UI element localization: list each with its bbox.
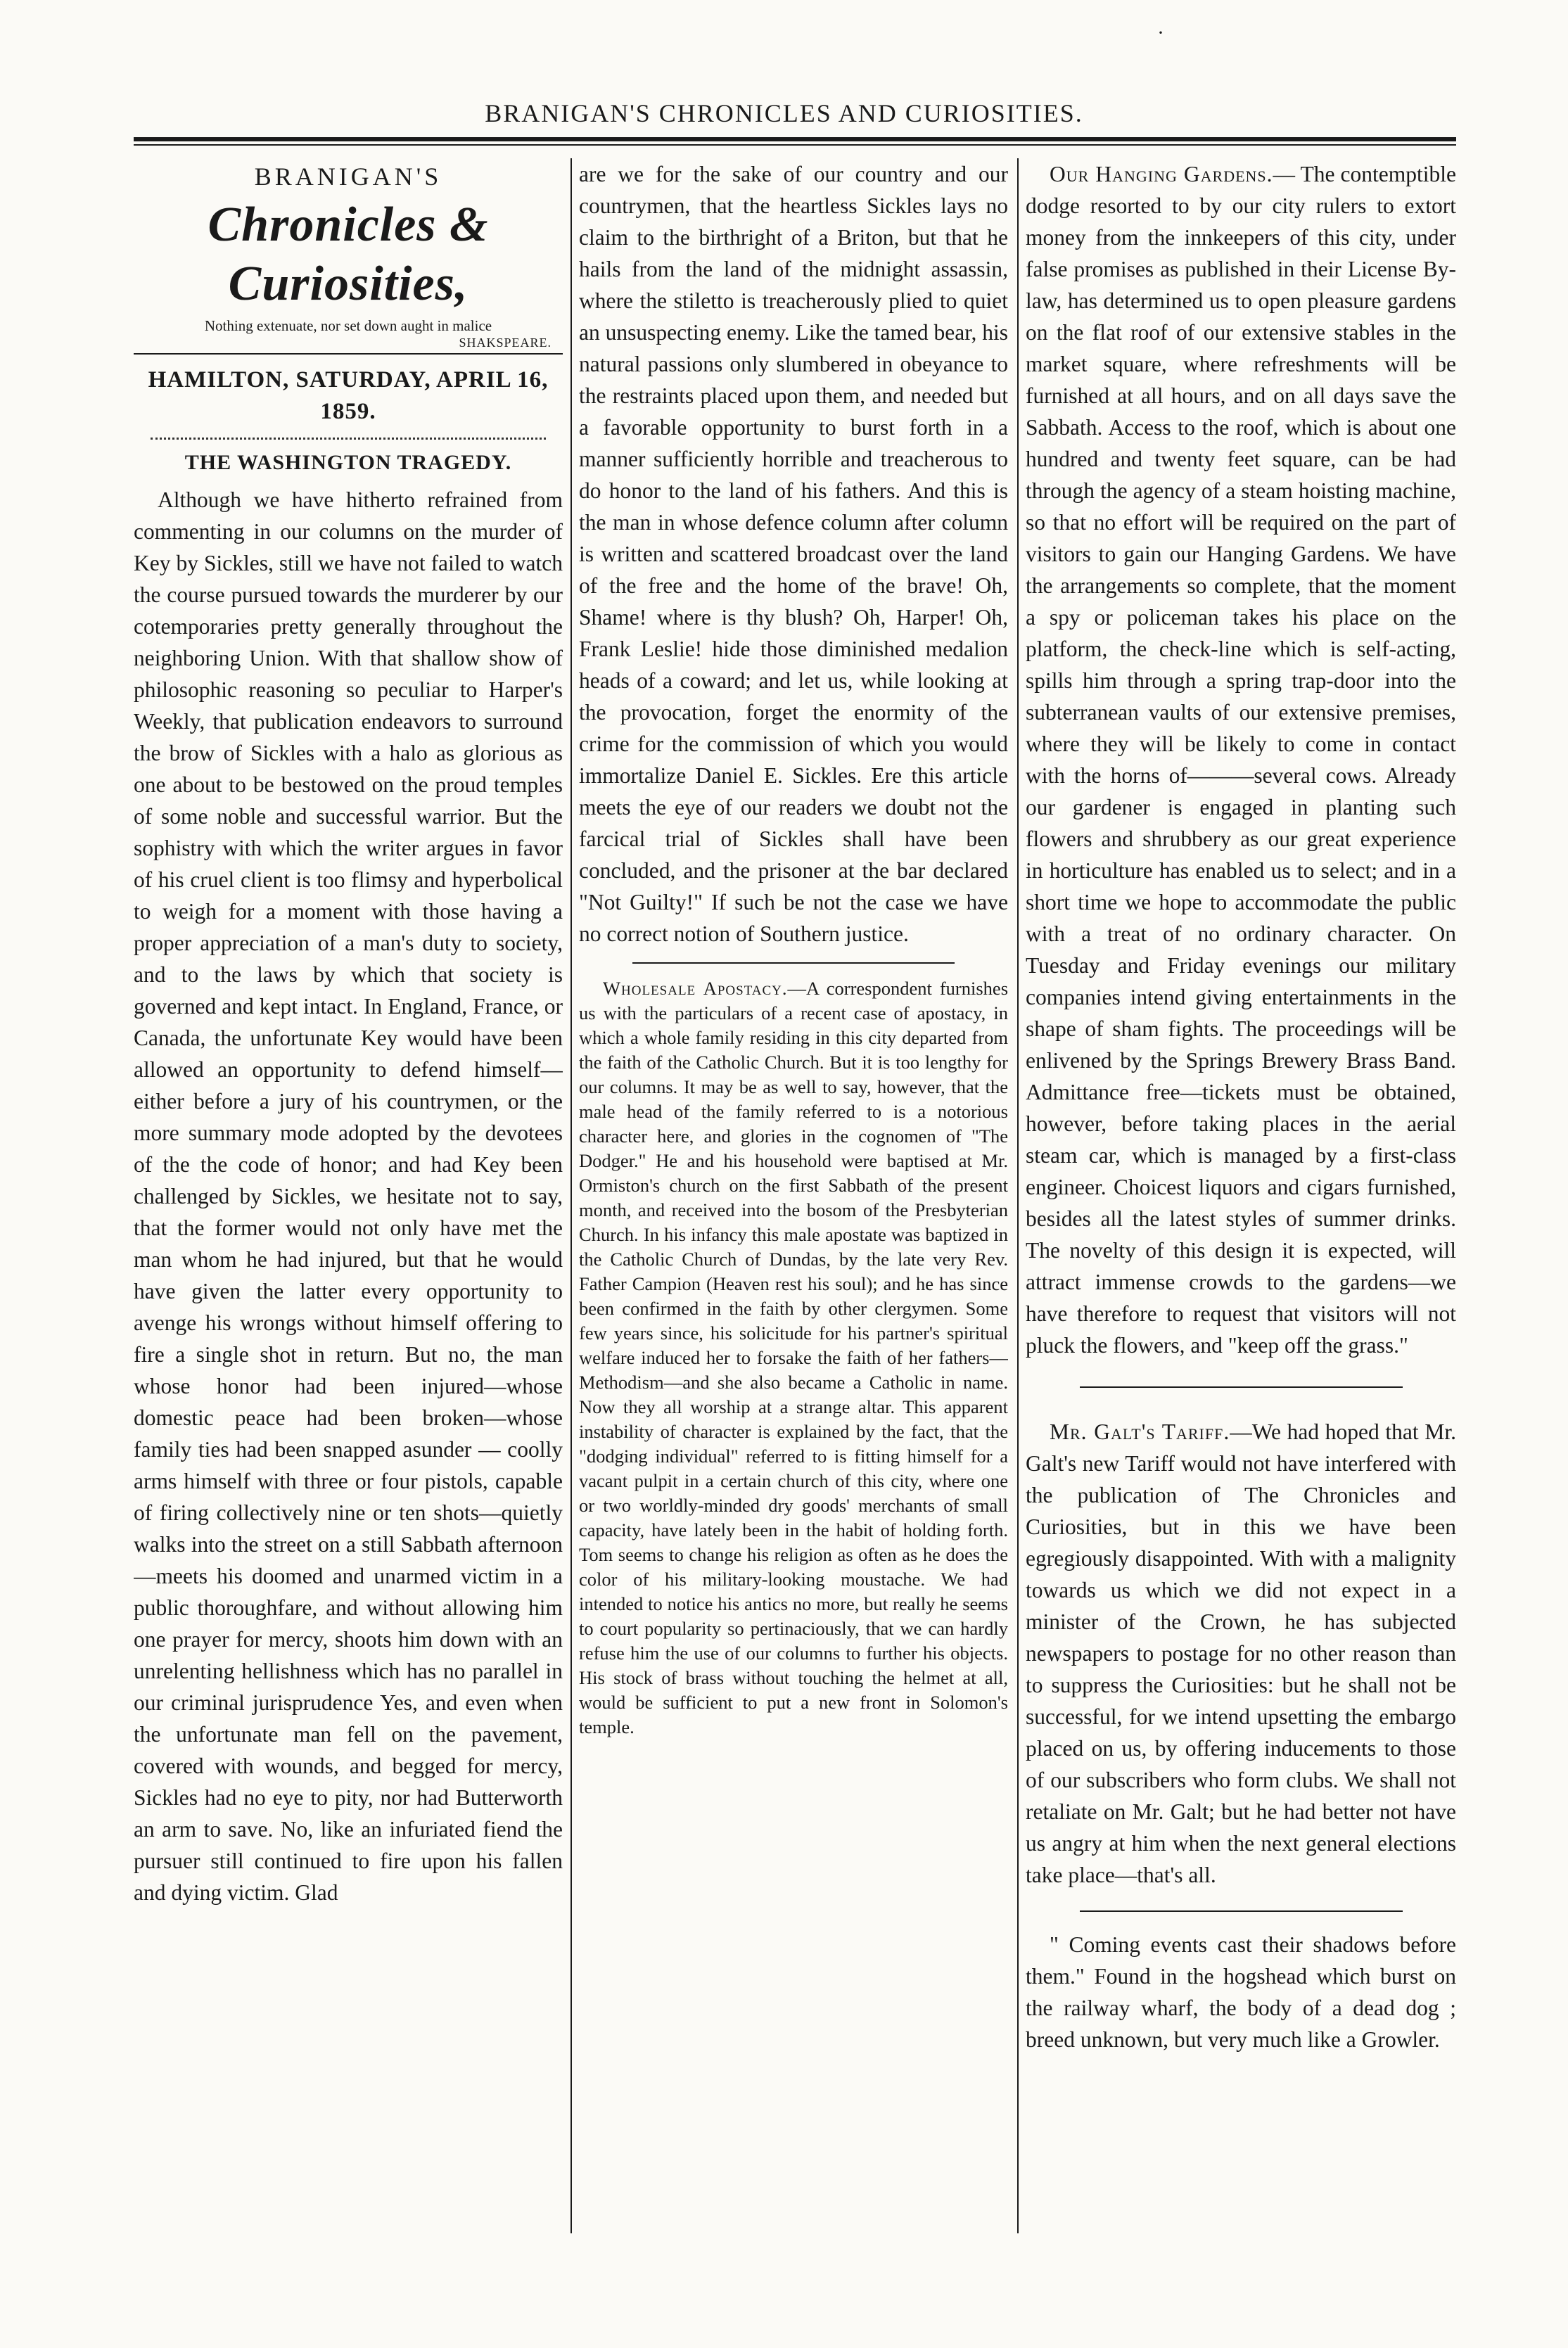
article-text: — The contemptible dodge resorted to by our city rulers to extort money from the innkeepers of this city, under false promises as published in their License By-law, has determined us to open pleasure gardens on the flat roof of our extensive stables in the market square, where refreshments will be furnished at all hours, and on all days save the Sabbath. Access to the roof, which is about one hundred and twenty feet square, can be had through the agency of a steam hoisting machine, so that no effort will be required on the part of visitors to gain our Hanging Gardens. We have the arrangements so complete, that the moment a spy or policeman takes his place on the platform, the check-line which is self-acting, spills him through a spring trap-door into the subterranean vaults of our extensive premises, where they will be likely to come in contact with the horns of———several cows. Already our gardener is engaged in planting such flowers and shrubbery as our great experience in horticulture has enabled us to select; and in a short time we hope to accommodate the public with a treat of no ordinary character. On Tuesday and Friday evenings our military companies intend giving entertainments in the shape of sham fights. The proceedings will be enlivened by the Springs Brewery Brass Band. Admittance free—tickets must be obtained, however, before taking places in the aerial steam car, which is managed by a first-class engineer. Choicest liquors and cigars furnished, besides all the latest styles of summer drinks. The novelty of this design it is expected, will attract immense crowds to the gardens—we have therefore to request that visitors will not pluck the flowers, and "keep off the grass." [1026, 162, 1456, 1358]
article-headline: THE WASHINGTON TRAGEDY. [184, 451, 512, 474]
article-lead: Wholesale Apostacy. [603, 978, 788, 999]
running-head: BRANIGAN'S CHRONICLES AND CURIOSITIES. [485, 99, 1083, 127]
column-3 [1026, 158, 1456, 2278]
article-text: —We had hoped that Mr. Galt's new Tariff would not have interfered with the publication of The Chronicles and Curiosities, but in this we have been egregiously disappointed. With with a malignity towards us which we did not expect in a minister of the Crown, he has subjected newspapers to postage for no other reason than to suppress the Curiosities: but he shall not be successful, for we intend upsetting the embargo placed on us, by offering inducements to those of our subscribers who form clubs. We shall not retaliate on Mr. Galt; but he had better not have us angry at him when the next general elections take place—that's all. [1026, 1419, 1456, 1887]
column-2 [579, 158, 1008, 2278]
article-body-continued: are we for the sake of our country and our countrymen, that the heartless Sickles lays no claim to the birthright of a Briton, but that he hails from the land of the midnight assassin, where the stiletto is treacherously plied to quiet an unsuspecting enemy. Like the tamed bear, his natural passions only slumbered in obeyance to the restraints placed upon them, and needed but a favorable opportunity to burst forth in a manner sufficiently horrible and treacherous to do honor to the land of his fathers. And this is the man in whose defence column after column is written and scattered broadcast over the land of the free and the home of the brave! Oh, Shame! where is thy blush? Oh, Harper! Oh, Frank Leslie! hide those diminished medalion heads of a coward; and let us, while looking at the provocation, forget the enormity of the crime for the commission of which you would immortalize Daniel E. Sickles. Ere this article meets the eye of our readers we doubt not the farcical trial of Sickles shall have been concluded, and the prisoner at the bar declared "Not Guilty!" If such be not the case we have no correct notion of Southern justice. [579, 162, 1008, 946]
section-rule [632, 962, 955, 964]
article-galts-tariff [1026, 1416, 1456, 1891]
column-1 [134, 158, 563, 2278]
article-lead: Our Hanging Gardens. [1050, 162, 1273, 186]
section-rule [1080, 1910, 1403, 1912]
article-text: —A correspondent furnishes us with the particulars of a recent case of apostacy, in which a whole family residing in this city departed from the faith of the Catholic Church. But it is too lengthy for our columns. It may be as well to say, however, that the male head of the family referred to is a notorious character here, and glories in the cognomen of "The Dodger." He and his household were baptised at Mr. Ormiston's church on the first Sabbath of the present month, and received into the bosom of the Presbyterian Church. In his infancy this male apostate was baptized in the Catholic Church of Dundas, by the late very Rev. Father Campion (Heaven rest his soul); and he has since been confirmed in the faith by other clergymen. Some few years since, his solicitude for his partner's spiritual welfare induced her to forsake the faith of her fathers—Methodism—and she also became a Catholic in name. Now they all worship at a strange altar. This apparent instability of character is explained by the fact, that the "dodging individual" referred to is fitting himself for a vacant pulpit in a certain church of this city, where one or two worldly-minded dry goods' merchants of small capacity, have lately been in the habit of holding forth. Tom seems to change his religion as often as he does the color of his military-looking moustache. We had intended to notice his antics no more, but really he seems to court popularity so pertinaciously, that we can hardly refuse him the use of our columns to further his objects. His stock of brass without touching the helmet at all, would be sufficient to put a new front in Solomon's temple. [579, 978, 1008, 1737]
dateline-ornament [151, 430, 546, 440]
section-rule [1080, 1386, 1403, 1388]
dateline: HAMILTON, SATURDAY, APRIL 16, 1859. [134, 353, 563, 428]
masthead-title: Chronicles & Curiosities, [208, 198, 489, 311]
header-rule-thin [134, 144, 1456, 146]
column-divider-1 [571, 158, 572, 2233]
header-rule-thick [134, 137, 1456, 141]
article-coming-events: " Coming events cast their shadows before them." Found in the hogshead which burst on the railway wharf, the body of a dead dog ; breed unknown, but very much like a Growler. [1026, 1932, 1456, 2052]
masthead-name: BRANIGAN'S [254, 162, 442, 191]
stray-mark: · [1157, 21, 1164, 44]
article-apostacy [579, 976, 1008, 1740]
column-divider-2 [1017, 158, 1019, 2233]
article-body: Although we have hitherto refrained from commenting in our columns on the murder of Key by Sickles, still we have not failed to watch the course pursued towards the murderer by our cotemporaries pretty generally throughout the neighboring Union. With that shallow show of philosophic reasoning so peculiar to Harper's Weekly, that publication endeavors to surround the brow of Sickles with a halo as glorious as one about to be bestowed on the proud temples of some noble and successful warrior. But the sophistry with which the writer argues in favor of his cruel client is too flimsy and hyperbolical to weigh for a moment with those having a proper appreciation of a man's duty to society, and to the laws by which that society is governed and kept intact. In England, France, or Canada, the unfortunate Key would have been allowed an opportunity to defend himself—either before a jury of his countrymen, or the more summary mode adopted by the devotees of the the code of honor; and had Key been challenged by Sickles, we hesitate not to say, that the former would not only have met the man whom he had injured, but that he would have given the latter every opportunity to avenge his wrongs without himself offering to fire a single shot in return. But no, the man whose honor had been injured—whose domestic peace had been broken—whose family ties had been snapped asunder — coolly arms himself with three or four pistols, capable of firing collectively nine or ten shots—quietly walks into the street on a still Sabbath afternoon—meets his doomed and unarmed victim in a public thoroughfare, and without allowing him one prayer for mercy, shoots him down with an unrelenting hellishness which has no parallel in our criminal jurisprudence Yes, and even when the unfortunate man fell on the pavement, covered with wounds, and begged for mercy, Sickles had no eye to pity, nor had Butterworth an arm to save. No, like an infuriated fiend the pursuer still continued to fire upon his fallen and dying victim. Glad [134, 487, 563, 1905]
masthead-motto-attribution: SHAKSPEARE. [459, 336, 552, 350]
masthead-motto: Nothing extenuate, nor set down aught in malice [204, 317, 492, 334]
article-lead: Mr. Galt's Tariff. [1050, 1419, 1230, 1444]
article-hanging-gardens [1026, 158, 1456, 1361]
